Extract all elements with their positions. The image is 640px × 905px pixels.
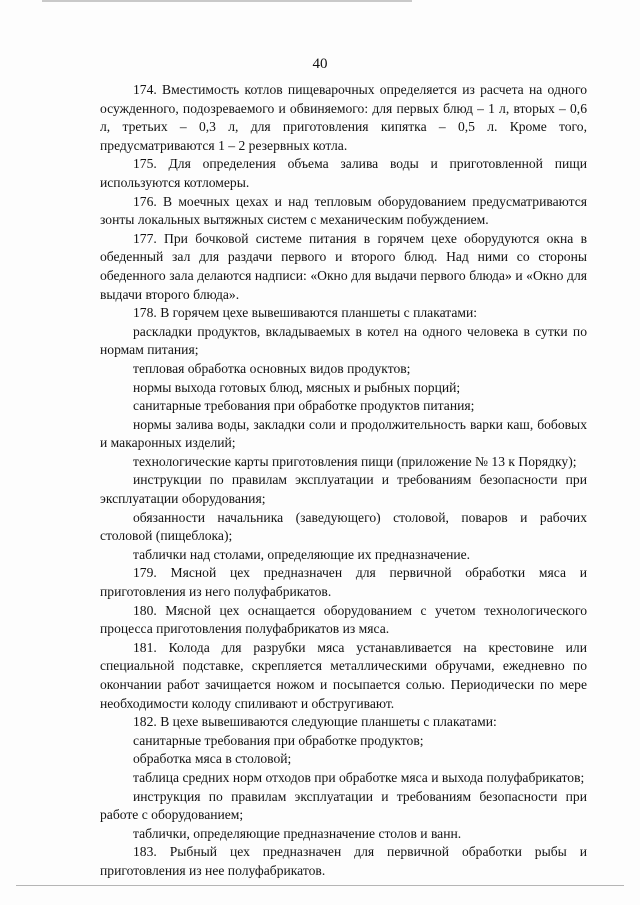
paragraph-177: 177. При бочковой системе питания в горячем цехе оборудуются окна в обеденный зал для раздачи первого и второго блюд. Над ними со стороны обеденного зала делаются надписи: «Окно для выдачи первого блюда» и «Окно для выдачи второго блюда». — [100, 230, 587, 302]
page-number: 40 — [312, 56, 328, 72]
list-item: санитарные требования при обработке продуктов; — [133, 732, 424, 748]
paragraph-183: 183. Рыбный цех предназначен для первичной обработки рыбы и приготовления из нее полуфабрикатов. — [100, 844, 587, 878]
paragraph-181: 181. Колода для разрубки мяса устанавливается на крестовине или специальной подставке, скрепляется металлическими обручами, ежедневно по окончании работ зачищается ножом и посыпается солью. Периодически по мере необходимости колоду спиливают и обстругивают. — [100, 639, 587, 711]
paragraph-180: 180. Мясной цех оснащается оборудованием с учетом технологического процесса приготовления полуфабрикатов из мяса. — [100, 602, 587, 637]
paragraph-175: 175. Для определения объема залива воды и приготовленной пищи используются котломеры. — [100, 156, 587, 190]
paragraph-179: 179. Мясной цех предназначен для первичной обработки мяса и приготовления из него полуфабрикатов. — [100, 565, 587, 600]
paragraph-174: 174. Вместимость котлов пищеварочных определяется из расчета на одного осужденного, подозреваемого и обвиняемого: для первых блюд – 1 л, вторых – 0,6 л, третьих – 0,3 л, для приготовления кипятка – 0,5 л. Кроме того, предусматриваются 1 – 2 резервных котла. — [100, 82, 587, 153]
list-item: раскладки продуктов, вкладываемых в котел на одного человека в сутки по нормам питания; — [100, 323, 587, 358]
top-border-line — [42, 0, 412, 2]
paragraph-176: 176. В моечных цехах и над тепловым оборудованием предусматриваются зонты локальных вытяжных систем с механическим побуждением. — [100, 193, 587, 228]
list-item: нормы выхода готовых блюд, мясных и рыбных порций; — [133, 379, 461, 395]
list-item: обязанности начальника (заведующего) столовой, поваров и рабочих столовой (пищеблока); — [100, 509, 587, 544]
list-item: технологические карты приготовления пищи (приложение № 13 к Порядку); — [133, 453, 577, 469]
list-item: таблички, определяющие предназначение столов и ванн. — [133, 825, 462, 841]
paragraph-182: 182. В цехе вывешиваются следующие планшеты с плакатами: — [133, 714, 497, 730]
list-item: тепловая обработка основных видов продуктов; — [133, 360, 411, 376]
list-item: инструкция по правилам эксплуатации и требованиям безопасности при работе с оборудованием; — [100, 788, 587, 823]
list-item: таблица средних норм отходов при обработке мяса и выхода полуфабрикатов; — [133, 769, 585, 785]
bottom-border-line — [16, 885, 624, 886]
paragraph-178: 178. В горячем цехе вывешиваются планшеты с плакатами: — [133, 305, 478, 321]
list-item: инструкции по правилам эксплуатации и требованиям безопасности при эксплуатации оборудования; — [100, 472, 587, 507]
list-item: санитарные требования при обработке продуктов питания; — [133, 398, 475, 414]
list-item: нормы залива воды, закладки соли и продолжительность варки каш, бобовых и макаронных изделий; — [100, 416, 587, 451]
document-body — [100, 81, 587, 881]
list-item: таблички над столами, определяющие их предназначение. — [133, 546, 471, 562]
list-item: обработка мяса в столовой; — [133, 751, 292, 767]
